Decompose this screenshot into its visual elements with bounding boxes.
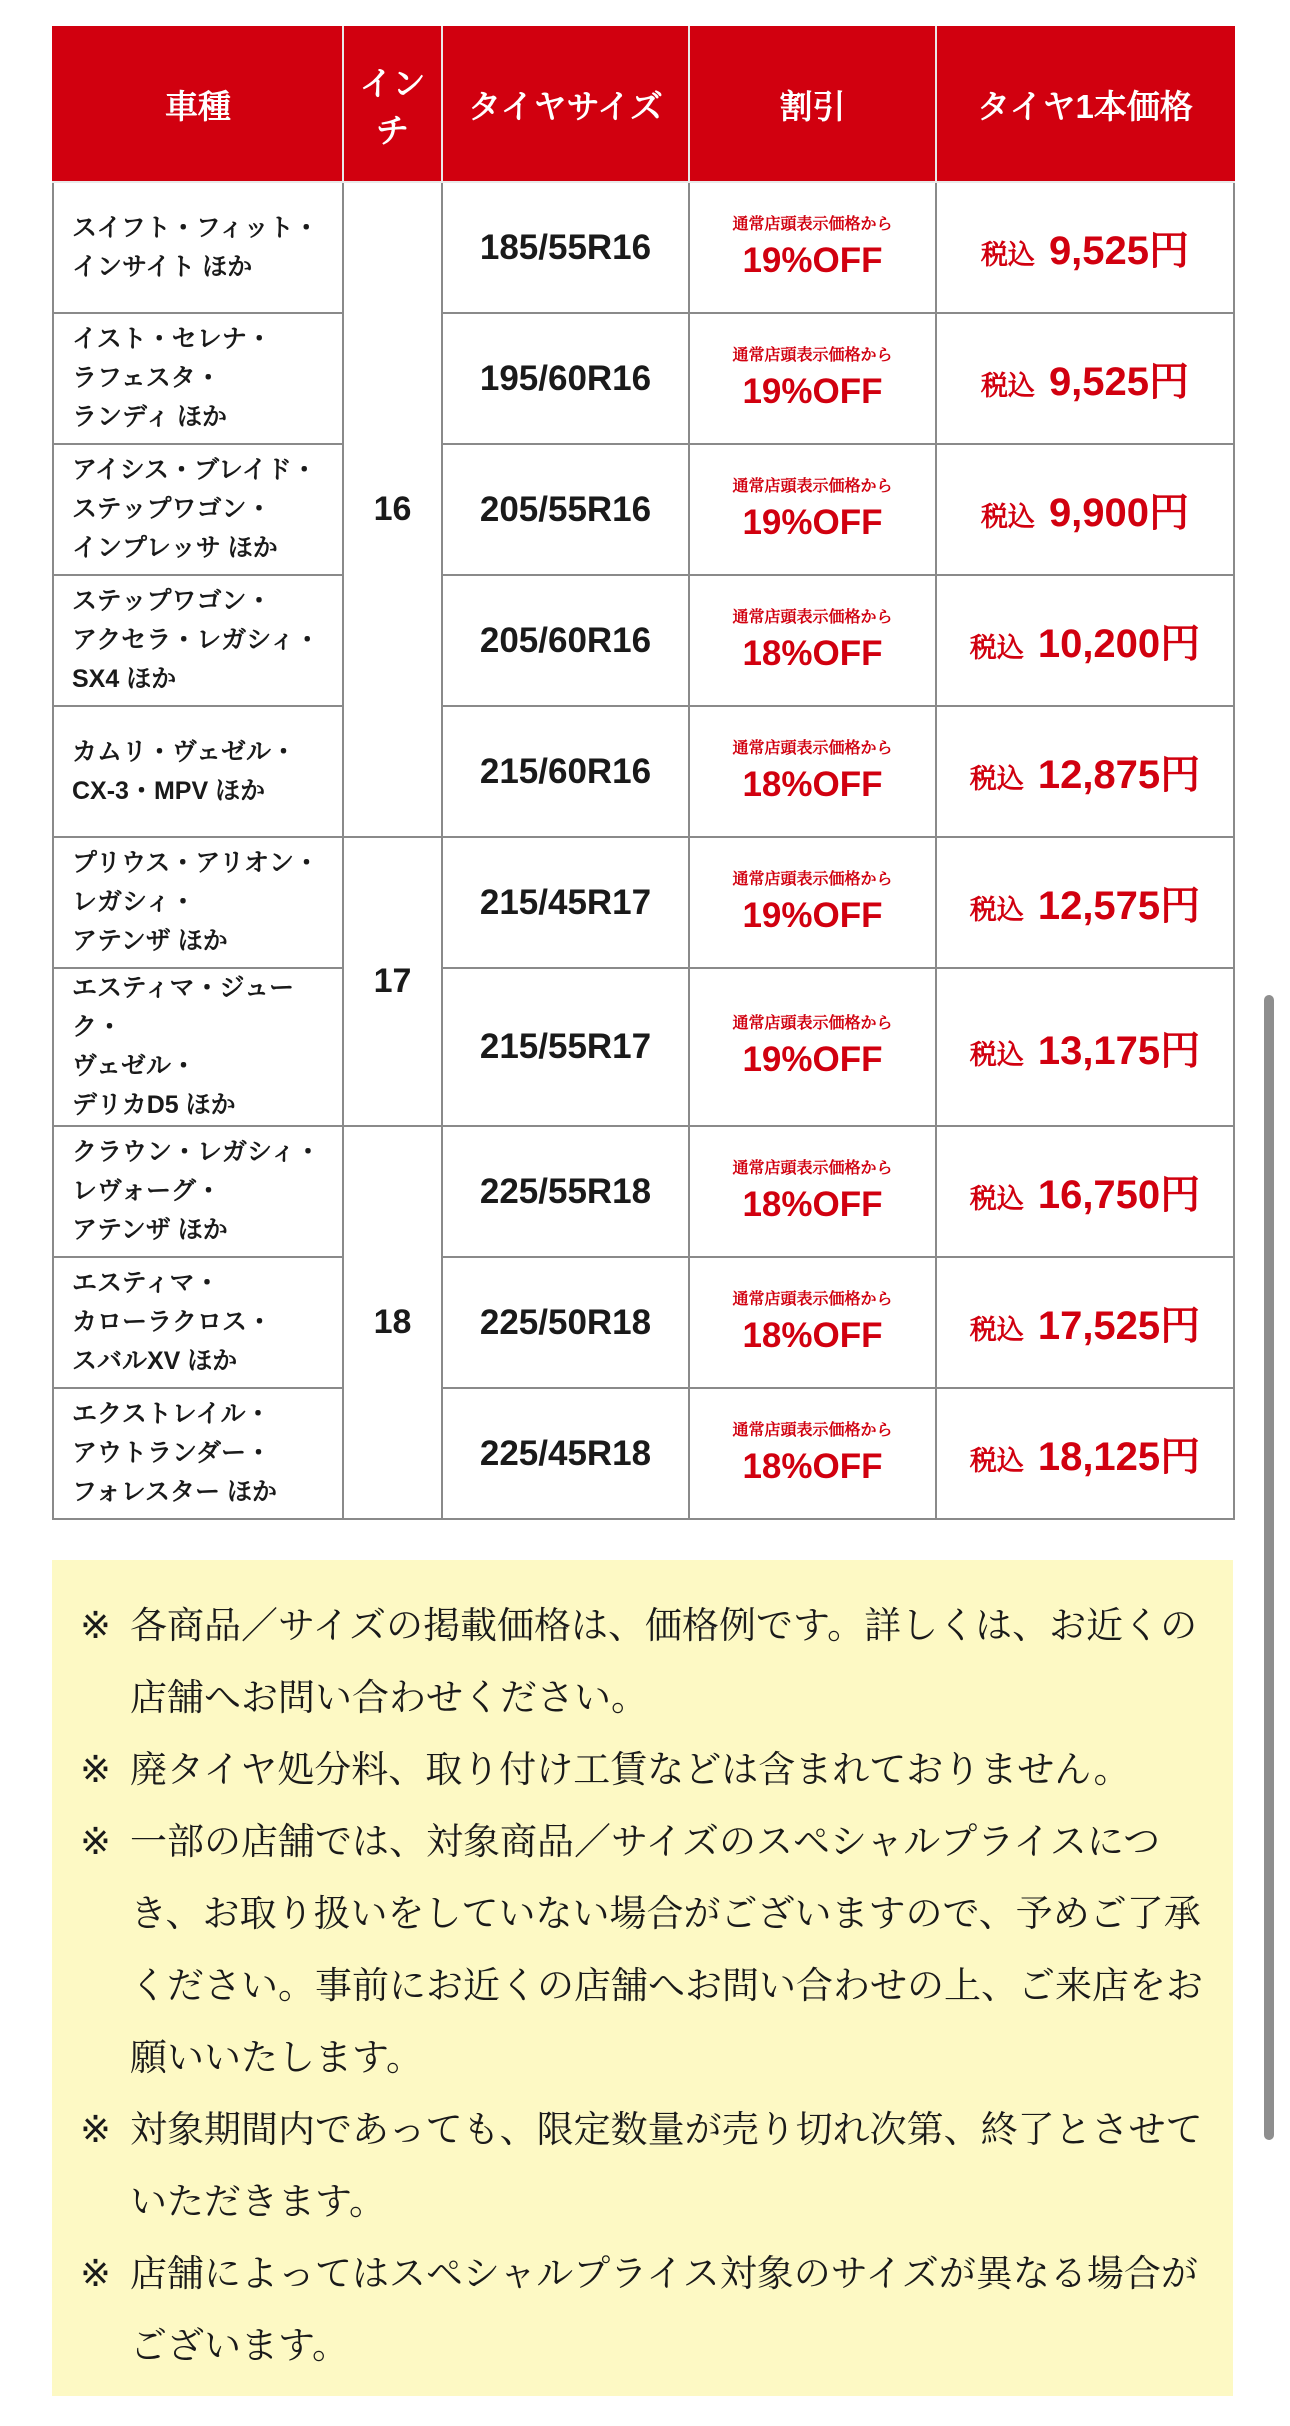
price-amount: 12,575円	[1037, 884, 1201, 928]
tax-included-label: 税込	[969, 1184, 1024, 1214]
car-models-cell: カムリ・ヴェゼル・ CX-3・MPV ほか	[53, 706, 343, 837]
table-row	[53, 1388, 1234, 1519]
table-body	[53, 182, 1234, 1519]
discount-cell	[689, 706, 936, 837]
price-amount: 12,875円	[1037, 753, 1201, 797]
note-text: 各商品／サイズの掲載価格は、価格例です。詳しくは、お近くの店舗へお問い合わせください。	[130, 1604, 1198, 1719]
note-mark: ※	[80, 1820, 112, 1863]
price-cell	[936, 1126, 1234, 1257]
car-models-cell: エクストレイル・ アウトランダー・ フォレスター ほか	[53, 1388, 343, 1519]
discount-percent: 18%OFF	[742, 764, 883, 804]
note-text: 対象期間内であっても、限定数量が売り切れ次第、終了とさせていただきます。	[130, 2108, 1203, 2223]
inch-cell: 18	[343, 1126, 442, 1519]
tire-size-cell: 205/55R16	[442, 444, 689, 575]
discount-cell	[689, 1257, 936, 1388]
discount-percent: 18%OFF	[742, 1184, 883, 1224]
note-text: 一部の店舗では、対象商品／サイズのスペシャルプライスにつき、お取り扱いをしていない場合がございますので、予めご了承ください。事前にお近くの店舗へお問い合わせの上、ご来店をお願いいたします。	[130, 1820, 1203, 2079]
price-cell	[936, 1388, 1234, 1519]
table-row	[53, 1126, 1234, 1257]
header-car-model: 車種	[53, 27, 343, 182]
car-models-cell: プリウス・アリオン・ レガシィ・ アテンザ ほか	[53, 837, 343, 968]
discount-note: 通常店頭表示価格から	[732, 870, 893, 888]
tax-included-label: 税込	[969, 633, 1024, 663]
price-cell	[936, 182, 1234, 313]
table-row	[53, 968, 1234, 1126]
price-cell	[936, 706, 1234, 837]
price-amount: 10,200円	[1037, 622, 1201, 666]
note-item	[80, 1590, 1203, 1734]
discount-percent: 19%OFF	[742, 502, 883, 542]
price-amount: 16,750円	[1037, 1173, 1201, 1217]
header-discount: 割引	[689, 27, 936, 182]
price-cell	[936, 837, 1234, 968]
table-row	[53, 182, 1234, 313]
tire-price-table	[52, 26, 1235, 1520]
discount-cell	[689, 575, 936, 706]
price-amount: 9,900円	[1048, 491, 1190, 535]
note-mark: ※	[80, 2252, 112, 2295]
price-cell	[936, 444, 1234, 575]
tax-included-label: 税込	[969, 764, 1024, 794]
discount-percent: 18%OFF	[742, 1446, 883, 1486]
tax-included-label: 税込	[969, 1039, 1024, 1070]
price-amount: 13,175円	[1037, 1028, 1201, 1073]
note-item	[80, 2094, 1203, 2238]
tire-size-cell: 195/60R16	[442, 313, 689, 444]
discount-cell	[689, 968, 936, 1126]
car-models-cell: イスト・セレナ・ ラフェスタ・ ランディ ほか	[53, 313, 343, 444]
tire-size-cell: 215/60R16	[442, 706, 689, 837]
discount-percent: 19%OFF	[742, 895, 883, 935]
discount-percent: 18%OFF	[742, 633, 883, 673]
table-row	[53, 575, 1234, 706]
tire-size-cell: 225/45R18	[442, 1388, 689, 1519]
notes-list	[80, 1590, 1203, 2382]
discount-note: 通常店頭表示価格から	[732, 1421, 893, 1439]
price-cell	[936, 1257, 1234, 1388]
discount-note: 通常店頭表示価格から	[732, 1159, 893, 1177]
tax-included-label: 税込	[969, 1315, 1024, 1345]
header-tire-size: タイヤサイズ	[442, 27, 689, 182]
price-amount: 9,525円	[1048, 229, 1190, 273]
price-cell	[936, 575, 1234, 706]
note-mark: ※	[80, 1604, 112, 1647]
table-row	[53, 1257, 1234, 1388]
scrollbar[interactable]	[1264, 995, 1274, 2140]
table-row	[53, 313, 1234, 444]
tire-size-cell: 225/50R18	[442, 1257, 689, 1388]
note-item	[80, 1806, 1203, 2094]
table-row	[53, 444, 1234, 575]
discount-note: 通常店頭表示価格から	[732, 215, 893, 233]
discount-percent: 19%OFF	[742, 240, 883, 280]
discount-cell	[689, 837, 936, 968]
tire-size-cell: 225/55R18	[442, 1126, 689, 1257]
tax-included-label: 税込	[980, 371, 1035, 401]
table-header-row	[53, 27, 1234, 182]
note-text: 廃タイヤ処分料、取り付け工賃などは含まれておりません。	[130, 1748, 1131, 1791]
price-cell	[936, 313, 1234, 444]
discount-note: 通常店頭表示価格から	[732, 739, 893, 757]
discount-cell	[689, 1388, 936, 1519]
note-item	[80, 1734, 1203, 1806]
tax-included-label: 税込	[969, 895, 1024, 925]
discount-note: 通常店頭表示価格から	[732, 346, 893, 364]
note-item	[80, 2238, 1203, 2382]
car-models-cell: クラウン・レガシィ・ レヴォーグ・ アテンザ ほか	[53, 1126, 343, 1257]
discount-cell	[689, 1126, 936, 1257]
price-amount: 18,125円	[1037, 1435, 1201, 1479]
discount-note: 通常店頭表示価格から	[732, 1015, 893, 1032]
discount-percent: 19%OFF	[742, 371, 883, 411]
tire-size-cell: 185/55R16	[442, 182, 689, 313]
table-row	[53, 706, 1234, 837]
discount-cell	[689, 313, 936, 444]
discount-percent: 19%OFF	[742, 1040, 883, 1079]
tire-size-cell: 215/55R17	[442, 968, 689, 1126]
price-cell	[936, 968, 1234, 1126]
note-text: 店舗によってはスペシャルプライス対象のサイズが異なる場合がございます。	[130, 2252, 1198, 2367]
car-models-cell: ステップワゴン・ アクセラ・レガシィ・ SX4 ほか	[53, 575, 343, 706]
table-row	[53, 837, 1234, 968]
tax-included-label: 税込	[980, 502, 1035, 532]
car-models-cell: スイフト・フィット・ インサイト ほか	[53, 182, 343, 313]
discount-note: 通常店頭表示価格から	[732, 1290, 893, 1308]
price-amount: 9,525円	[1048, 360, 1190, 404]
inch-cell: 16	[343, 182, 442, 837]
car-models-cell: エスティマ・ カローラクロス・ スバルXV ほか	[53, 1257, 343, 1388]
car-models-cell: アイシス・ブレイド・ ステップワゴン・ インプレッサ ほか	[53, 444, 343, 575]
notes-box	[52, 1560, 1233, 2396]
tax-included-label: 税込	[980, 240, 1035, 270]
tire-size-cell: 205/60R16	[442, 575, 689, 706]
discount-cell	[689, 182, 936, 313]
inch-cell: 17	[343, 837, 442, 1126]
discount-percent: 18%OFF	[742, 1315, 883, 1355]
tire-size-cell: 215/45R17	[442, 837, 689, 968]
note-mark: ※	[80, 1748, 112, 1791]
discount-note: 通常店頭表示価格から	[732, 608, 893, 626]
discount-note: 通常店頭表示価格から	[732, 477, 893, 495]
tax-included-label: 税込	[969, 1446, 1024, 1476]
note-mark: ※	[80, 2108, 112, 2151]
car-models-cell: エスティマ・ジューク・ ヴェゼル・ デリカD5 ほか	[53, 968, 343, 1126]
header-price: タイヤ1本価格	[936, 27, 1234, 182]
header-inch: インチ	[343, 27, 442, 182]
price-amount: 17,525円	[1037, 1304, 1201, 1348]
discount-cell	[689, 444, 936, 575]
